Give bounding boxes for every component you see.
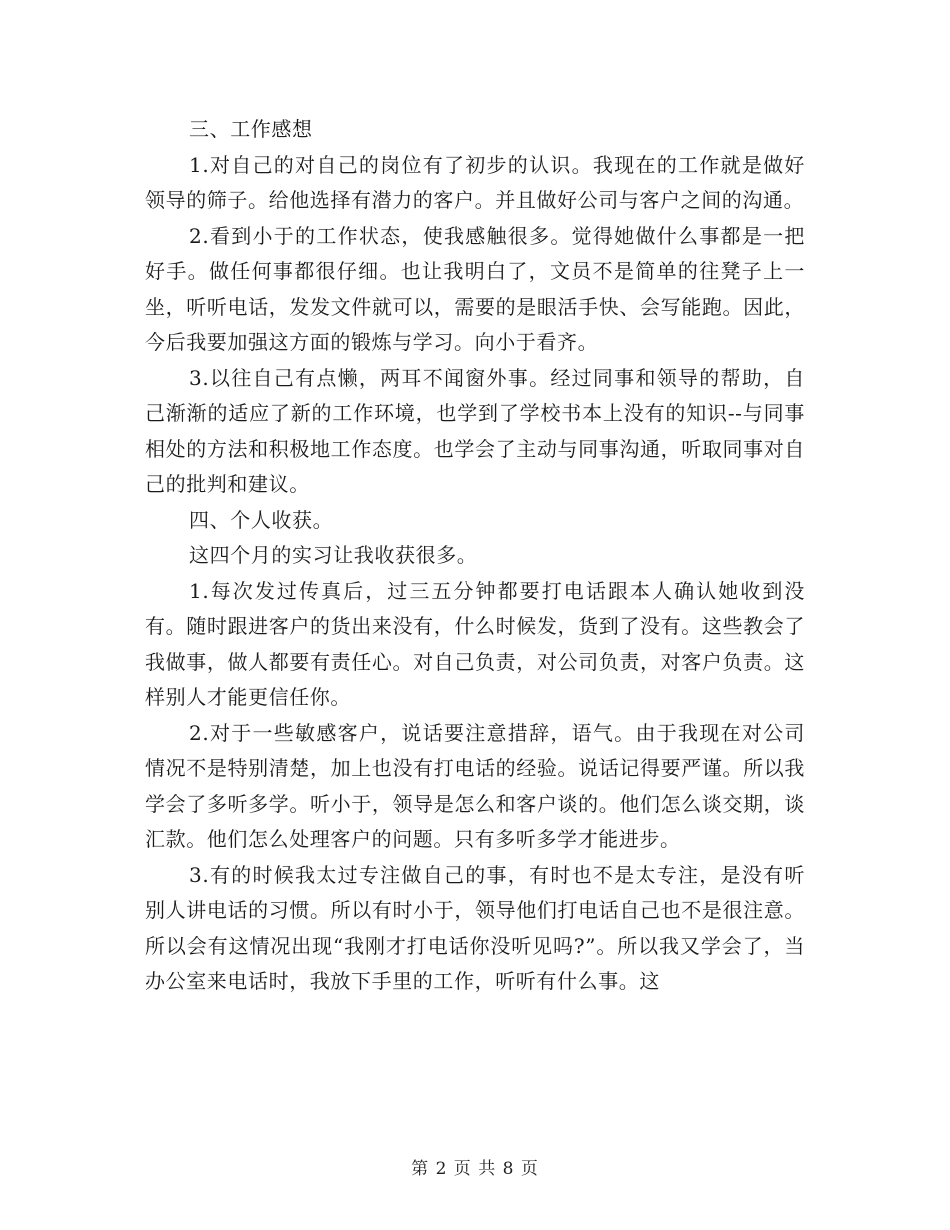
paragraph: 3.以往自己有点懒，两耳不闻窗外事。经过同事和领导的帮助，自己渐渐的适应了新的工作环境，也学到了学校书本上没有的知识--与同事相处的方法和积极地工作态度。也学会了主动与同事沟通，听取同事对自己的批判和建议。 [145, 365, 805, 496]
footer-total-pages: 8 [502, 1159, 515, 1179]
paragraph: 2.对于一些敏感客户，说话要注意措辞，语气。由于我现在对公司情况不是特别清楚，加上也没有打电话的经验。说话记得要严谨。所以我学会了多听多学。听小于，领导是怎么和客户谈的。他们怎么谈交期，谈汇款。他们怎么处理客户的问题。只有多听多学才能进步。 [145, 720, 805, 851]
paragraph: 2.看到小于的工作状态，使我感触很多。觉得她做什么事都是一把好手。做任何事都很仔细。也让我明白了，文员不是简单的往凳子上一坐，听听电话，发发文件就可以，需要的是眼活手快、会写能跑。因此，今后我要加强这方面的锻炼与学习。向小于看齐。 [145, 223, 805, 354]
document-body [145, 112, 805, 1000]
paragraph: 这四个月的实习让我收获很多。 [189, 543, 478, 567]
paragraph: 3.有的时候我太过专注做自己的事，有时也不是太专注，是没有听别人讲电话的习惯。所以有时小于，领导他们打电话自己也不是很注意。所以会有这情况出现“我刚才打电话你没听见吗?”。所以我又学会了，当办公室来电话时，我放下手里的工作，听听有什么事。这 [145, 862, 805, 993]
page-footer [0, 1154, 950, 1179]
section-heading-personal-gains: 四、个人收获。 [189, 507, 334, 532]
footer-prefix: 第 [411, 1159, 430, 1179]
footer-current-page: 2 [435, 1159, 448, 1179]
paragraph: 1.每次发过传真后，过三五分钟都要打电话跟本人确认她收到没有。随时跟进客户的货出来没有，什么时候发，货到了没有。这些教会了我做事，做人都要有责任心。对自己负责，对公司负责，对客户负责。这样别人才能更信任你。 [145, 578, 805, 709]
footer-suffix: 页 [520, 1159, 539, 1179]
section-heading-work-reflections: 三、工作感想 [189, 117, 313, 141]
footer-middle: 页 共 [453, 1159, 497, 1179]
paragraph: 1.对自己的对自己的岗位有了初步的认识。我现在的工作就是做好领导的筛子。给他选择有潜力的客户。并且做好公司与客户之间的沟通。 [145, 152, 805, 212]
